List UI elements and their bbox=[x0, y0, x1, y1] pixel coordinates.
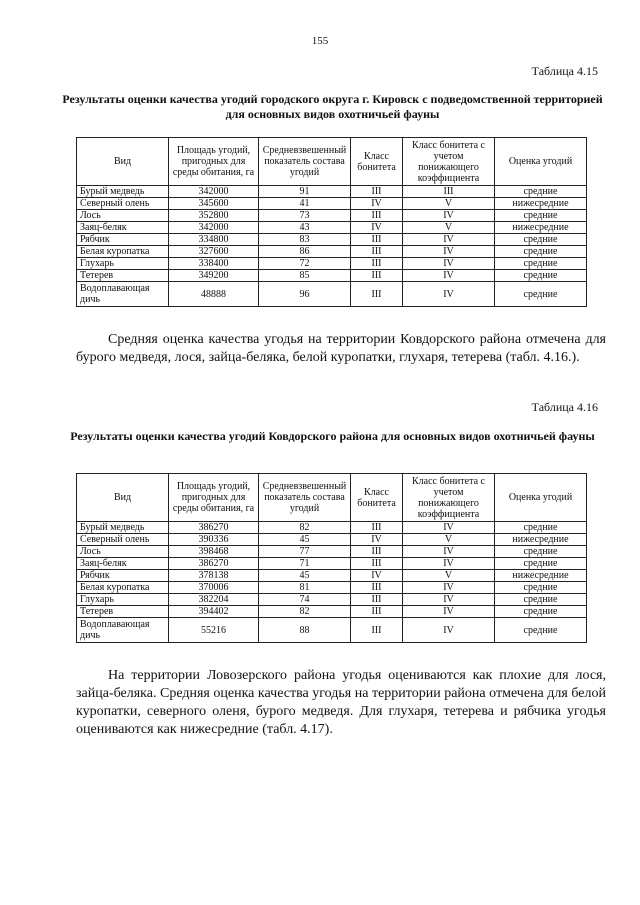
cell-species: Заяц-беляк bbox=[77, 222, 169, 234]
table-row bbox=[77, 258, 587, 270]
table-row bbox=[77, 210, 587, 222]
table-4-16-body bbox=[77, 522, 587, 643]
cell-area: 378138 bbox=[169, 570, 259, 582]
cell-composition-index: 96 bbox=[259, 282, 351, 307]
cell-species: Северный олень bbox=[77, 198, 169, 210]
cell-rating: средние bbox=[495, 258, 587, 270]
cell-rating: средние bbox=[495, 594, 587, 606]
paragraph-lovozero-summary bbox=[76, 667, 606, 739]
cell-rating: средние bbox=[495, 618, 587, 643]
cell-bonitet-class: III bbox=[351, 582, 403, 594]
table-4-16 bbox=[76, 473, 587, 643]
cell-composition-index: 81 bbox=[259, 582, 351, 594]
cell-species: Рябчик bbox=[77, 234, 169, 246]
cell-species: Водоплавающая дичь bbox=[77, 282, 169, 307]
header-adjusted-class: Класс бонитета с учетом понижающего коэффициента bbox=[403, 474, 495, 522]
cell-rating: нижесредние bbox=[495, 570, 587, 582]
cell-adjusted-class: IV bbox=[403, 582, 495, 594]
cell-adjusted-class: IV bbox=[403, 546, 495, 558]
cell-rating: средние bbox=[495, 282, 587, 307]
table-row bbox=[77, 618, 587, 643]
cell-adjusted-class: IV bbox=[403, 246, 495, 258]
table-row bbox=[77, 594, 587, 606]
cell-bonitet-class: III bbox=[351, 258, 403, 270]
table-4-15-body bbox=[77, 186, 587, 307]
header-area: Площадь угодий, пригодных для среды обитания, га bbox=[169, 474, 259, 522]
cell-bonitet-class: III bbox=[351, 522, 403, 534]
cell-area: 55216 bbox=[169, 618, 259, 643]
cell-species: Лось bbox=[77, 546, 169, 558]
table-row bbox=[77, 582, 587, 594]
cell-species: Северный олень bbox=[77, 534, 169, 546]
cell-adjusted-class: IV bbox=[403, 522, 495, 534]
header-species: Вид bbox=[77, 474, 169, 522]
cell-bonitet-class: III bbox=[351, 282, 403, 307]
table-row bbox=[77, 534, 587, 546]
page-number: 155 bbox=[311, 35, 329, 47]
cell-rating: средние bbox=[495, 582, 587, 594]
cell-bonitet-class: III bbox=[351, 594, 403, 606]
cell-composition-index: 77 bbox=[259, 546, 351, 558]
paragraph-text: На территории Ловозерского района угодья оцениваются как плохие для лося, зайца-беляка. Средняя оценка качества угодья на территории района отмечена для белой куропатки, северного оленя, бурого медведя. Для глухаря, тетерева и рябчика угодья оцениваются как нижесредние (табл. 4.17). bbox=[76, 668, 606, 737]
header-bonitet-class: Класс бонитета bbox=[351, 138, 403, 186]
paragraph-kovdor-summary bbox=[76, 331, 606, 367]
cell-rating: нижесредние bbox=[495, 534, 587, 546]
cell-rating: средние bbox=[495, 558, 587, 570]
cell-species: Глухарь bbox=[77, 258, 169, 270]
header-rating: Оценка угодий bbox=[495, 138, 587, 186]
cell-rating: нижесредние bbox=[495, 222, 587, 234]
table-caption-4-15: Результаты оценки качества угодий городского округа г. Кировск с подведомственной территорией для основных видов охотничьей фауны bbox=[62, 92, 603, 121]
table-row bbox=[77, 522, 587, 534]
cell-bonitet-class: III bbox=[351, 546, 403, 558]
cell-area: 349200 bbox=[169, 270, 259, 282]
cell-bonitet-class: IV bbox=[351, 570, 403, 582]
cell-species: Глухарь bbox=[77, 594, 169, 606]
cell-area: 386270 bbox=[169, 522, 259, 534]
cell-composition-index: 82 bbox=[259, 522, 351, 534]
cell-adjusted-class: IV bbox=[403, 618, 495, 643]
cell-species: Рябчик bbox=[77, 570, 169, 582]
cell-area: 338400 bbox=[169, 258, 259, 270]
cell-rating: нижесредние bbox=[495, 198, 587, 210]
cell-species: Бурый медведь bbox=[77, 522, 169, 534]
cell-species: Лось bbox=[77, 210, 169, 222]
cell-rating: средние bbox=[495, 246, 587, 258]
cell-area: 352800 bbox=[169, 210, 259, 222]
cell-bonitet-class: III bbox=[351, 618, 403, 643]
header-rating: Оценка угодий bbox=[495, 474, 587, 522]
cell-composition-index: 73 bbox=[259, 210, 351, 222]
cell-species: Белая куропатка bbox=[77, 582, 169, 594]
cell-adjusted-class: V bbox=[403, 222, 495, 234]
cell-composition-index: 41 bbox=[259, 198, 351, 210]
cell-bonitet-class: III bbox=[351, 558, 403, 570]
header-composition-index: Средневзвешенный показатель состава угодий bbox=[259, 474, 351, 522]
cell-bonitet-class: IV bbox=[351, 198, 403, 210]
cell-area: 382204 bbox=[169, 594, 259, 606]
table-row bbox=[77, 234, 587, 246]
header-composition-index: Средневзвешенный показатель состава угодий bbox=[259, 138, 351, 186]
cell-adjusted-class: III bbox=[403, 186, 495, 198]
cell-bonitet-class: III bbox=[351, 606, 403, 618]
cell-composition-index: 88 bbox=[259, 618, 351, 643]
cell-rating: средние bbox=[495, 606, 587, 618]
cell-area: 386270 bbox=[169, 558, 259, 570]
cell-adjusted-class: IV bbox=[403, 270, 495, 282]
cell-adjusted-class: IV bbox=[403, 606, 495, 618]
table-4-15 bbox=[76, 137, 587, 307]
cell-composition-index: 43 bbox=[259, 222, 351, 234]
table-row bbox=[77, 570, 587, 582]
cell-species: Тетерев bbox=[77, 606, 169, 618]
header-area: Площадь угодий, пригодных для среды обитания, га bbox=[169, 138, 259, 186]
cell-area: 334800 bbox=[169, 234, 259, 246]
cell-composition-index: 82 bbox=[259, 606, 351, 618]
table-caption-4-16: Результаты оценки качества угодий Ковдорского района для основных видов охотничьей фауны bbox=[70, 429, 595, 443]
cell-adjusted-class: IV bbox=[403, 594, 495, 606]
header-species: Вид bbox=[77, 138, 169, 186]
cell-species: Тетерев bbox=[77, 270, 169, 282]
table-header-row bbox=[77, 138, 587, 186]
table-label-4-16: Таблица 4.16 bbox=[531, 400, 598, 414]
cell-area: 342000 bbox=[169, 186, 259, 198]
cell-area: 48888 bbox=[169, 282, 259, 307]
cell-area: 394402 bbox=[169, 606, 259, 618]
cell-adjusted-class: IV bbox=[403, 234, 495, 246]
cell-composition-index: 72 bbox=[259, 258, 351, 270]
cell-composition-index: 45 bbox=[259, 534, 351, 546]
table-row bbox=[77, 606, 587, 618]
cell-adjusted-class: IV bbox=[403, 258, 495, 270]
cell-adjusted-class: IV bbox=[403, 210, 495, 222]
cell-adjusted-class: V bbox=[403, 198, 495, 210]
cell-adjusted-class: IV bbox=[403, 558, 495, 570]
cell-rating: средние bbox=[495, 270, 587, 282]
cell-composition-index: 85 bbox=[259, 270, 351, 282]
cell-area: 390336 bbox=[169, 534, 259, 546]
header-bonitet-class: Класс бонитета bbox=[351, 474, 403, 522]
cell-composition-index: 86 bbox=[259, 246, 351, 258]
cell-composition-index: 83 bbox=[259, 234, 351, 246]
cell-bonitet-class: III bbox=[351, 234, 403, 246]
cell-bonitet-class: III bbox=[351, 186, 403, 198]
table-header-row bbox=[77, 474, 587, 522]
paragraph-text: Средняя оценка качества угодья на территории Ковдорского района отмечена для бурого медведя, лося, зайца-беляка, белой куропатки, глухаря, тетерева (табл. 4.16.). bbox=[76, 332, 606, 365]
cell-rating: средние bbox=[495, 234, 587, 246]
table-label-4-15: Таблица 4.15 bbox=[531, 64, 598, 78]
cell-area: 327600 bbox=[169, 246, 259, 258]
cell-bonitet-class: IV bbox=[351, 222, 403, 234]
cell-bonitet-class: III bbox=[351, 210, 403, 222]
cell-species: Заяц-беляк bbox=[77, 558, 169, 570]
cell-area: 342000 bbox=[169, 222, 259, 234]
header-adjusted-class: Класс бонитета с учетом понижающего коэффициента bbox=[403, 138, 495, 186]
table-row bbox=[77, 558, 587, 570]
table-row bbox=[77, 270, 587, 282]
cell-rating: средние bbox=[495, 546, 587, 558]
cell-area: 398468 bbox=[169, 546, 259, 558]
cell-composition-index: 71 bbox=[259, 558, 351, 570]
table-row bbox=[77, 546, 587, 558]
cell-species: Водоплавающая дичь bbox=[77, 618, 169, 643]
cell-bonitet-class: III bbox=[351, 270, 403, 282]
table-row bbox=[77, 282, 587, 307]
table-row bbox=[77, 198, 587, 210]
cell-species: Белая куропатка bbox=[77, 246, 169, 258]
cell-rating: средние bbox=[495, 186, 587, 198]
cell-composition-index: 74 bbox=[259, 594, 351, 606]
cell-area: 370006 bbox=[169, 582, 259, 594]
table-row bbox=[77, 246, 587, 258]
cell-composition-index: 45 bbox=[259, 570, 351, 582]
cell-adjusted-class: V bbox=[403, 570, 495, 582]
table-row bbox=[77, 222, 587, 234]
cell-bonitet-class: IV bbox=[351, 534, 403, 546]
cell-adjusted-class: IV bbox=[403, 282, 495, 307]
cell-rating: средние bbox=[495, 522, 587, 534]
cell-area: 345600 bbox=[169, 198, 259, 210]
table-row bbox=[77, 186, 587, 198]
cell-species: Бурый медведь bbox=[77, 186, 169, 198]
cell-adjusted-class: V bbox=[403, 534, 495, 546]
cell-bonitet-class: III bbox=[351, 246, 403, 258]
cell-composition-index: 91 bbox=[259, 186, 351, 198]
cell-rating: средние bbox=[495, 210, 587, 222]
